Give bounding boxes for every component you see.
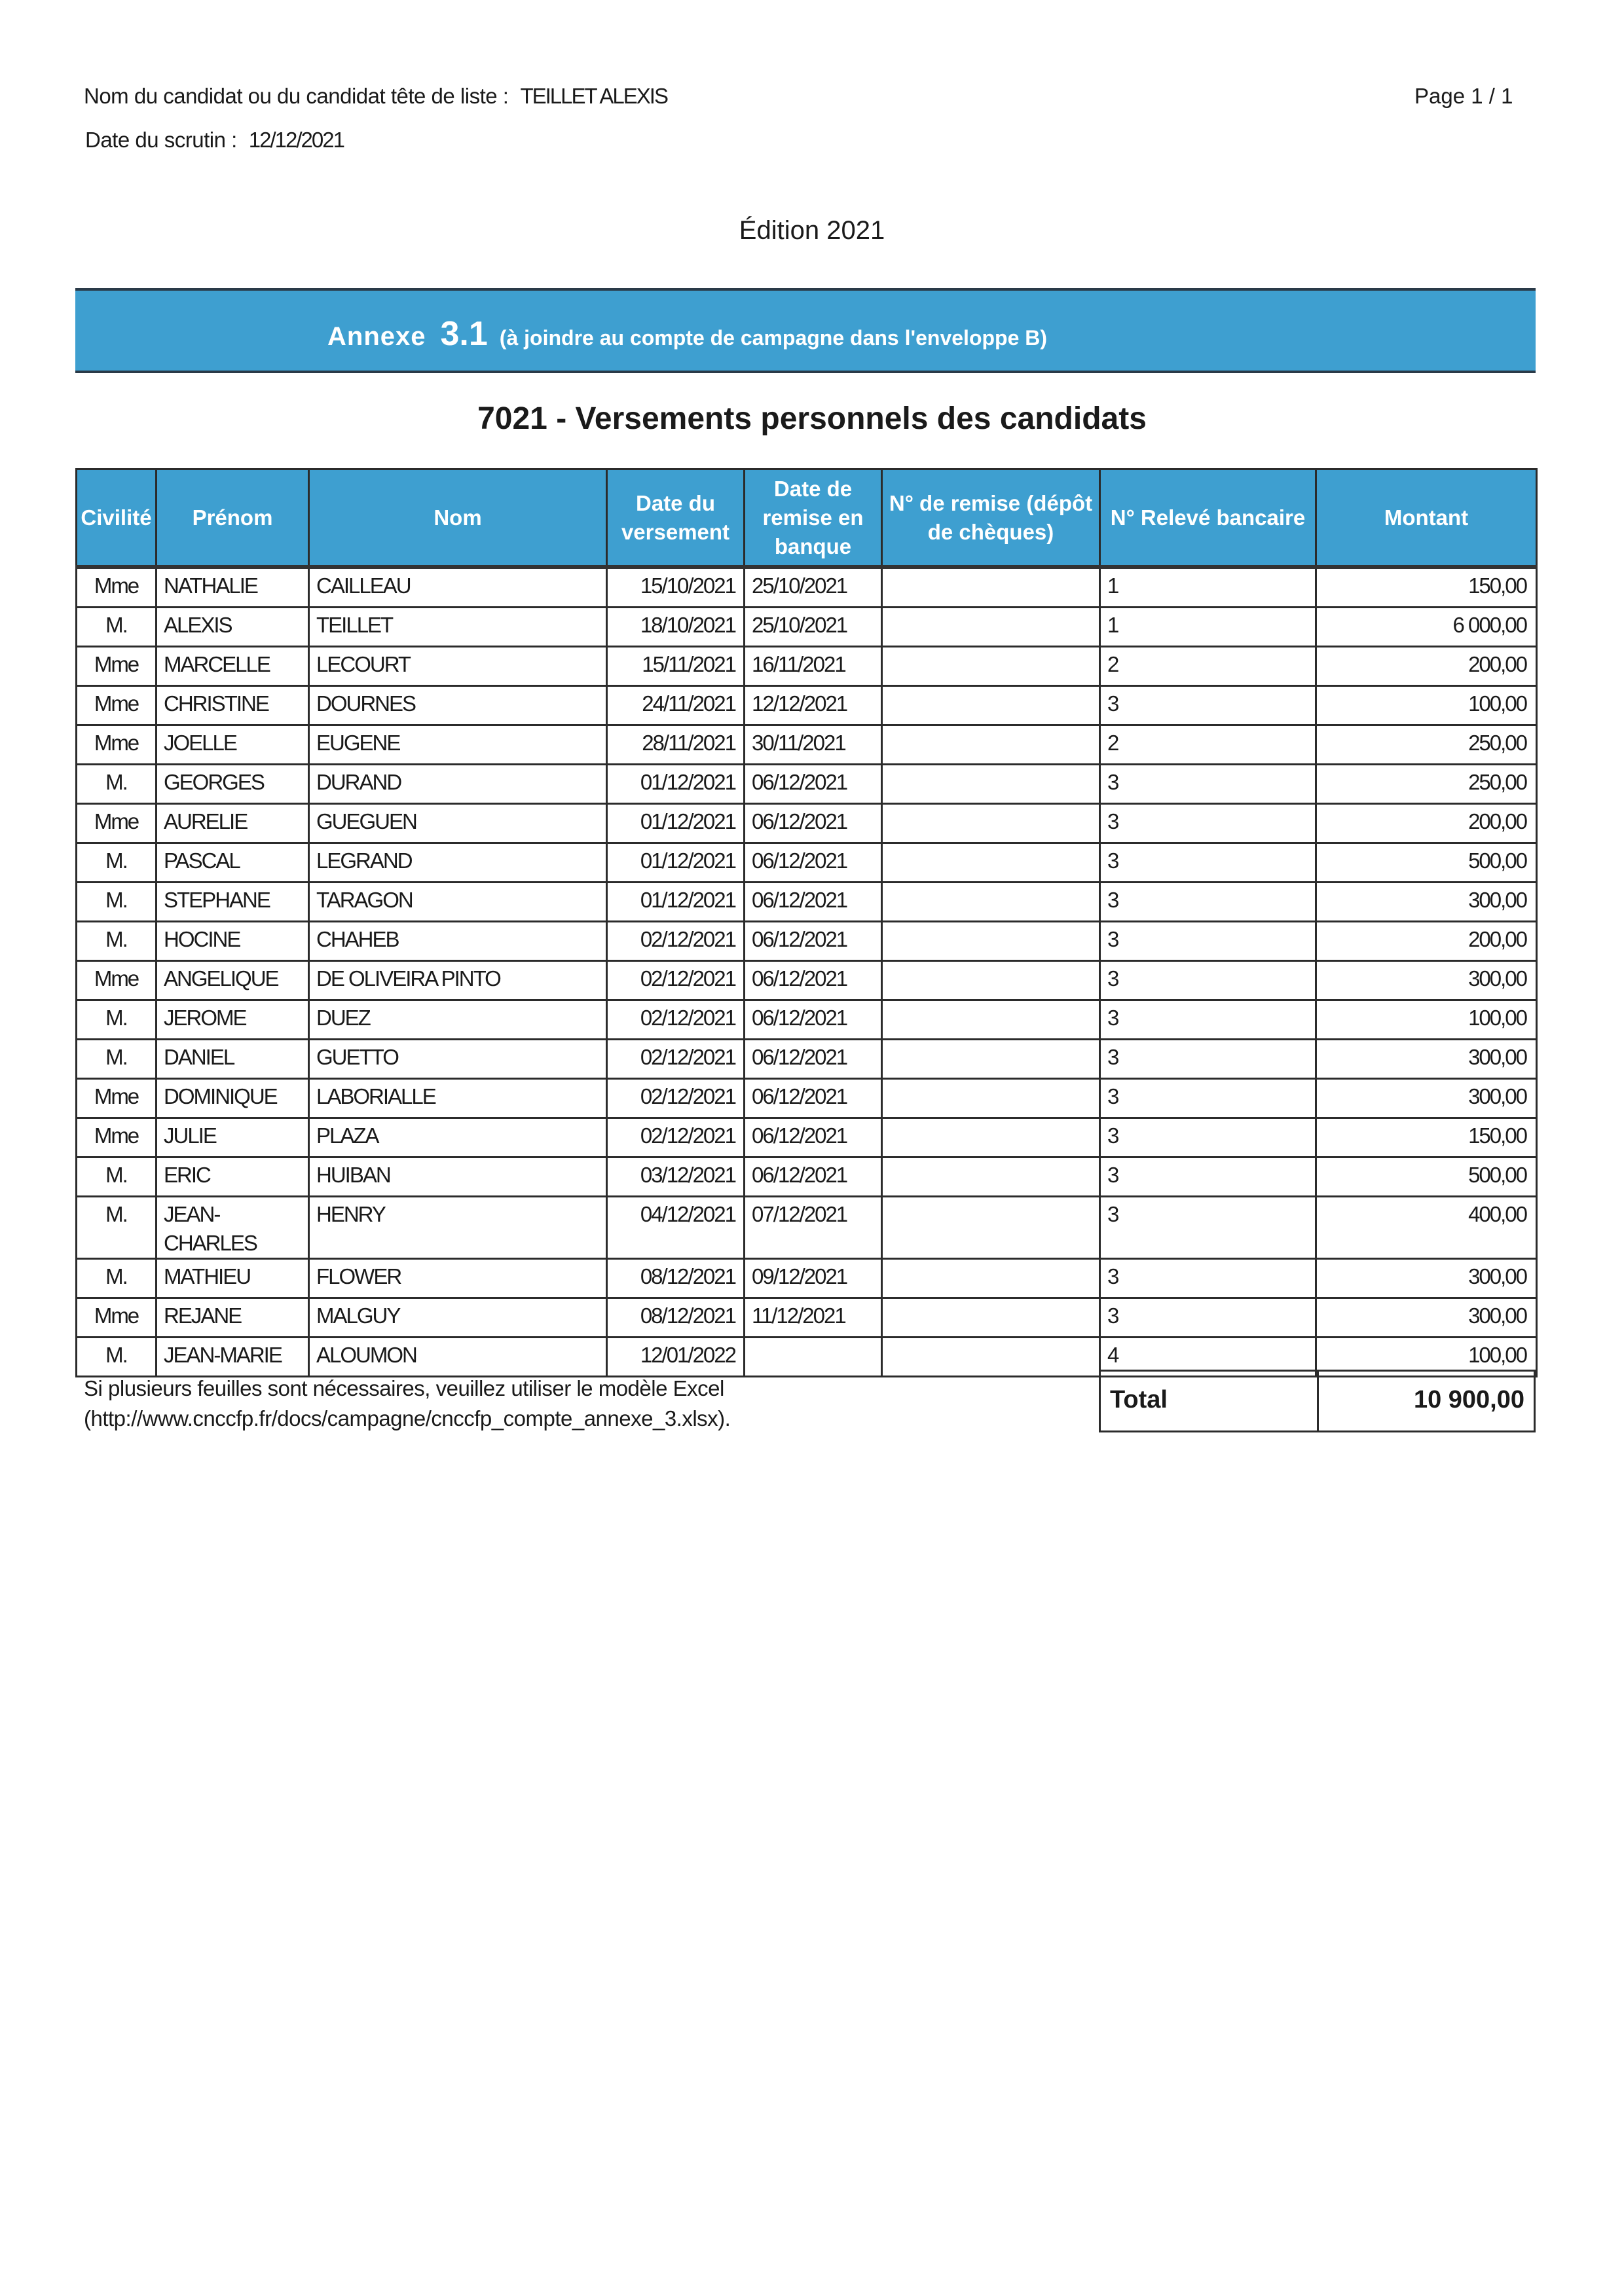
cell-prenom: JEAN-MARIE — [157, 1338, 309, 1377]
cell-date-remise: 16/11/2021 — [745, 647, 882, 686]
cell-prenom — [157, 1197, 309, 1259]
annexe-word: Annexe — [327, 322, 426, 351]
cell-civilite: M. — [77, 1040, 157, 1079]
candidate-label: Nom du candidat ou du candidat tête de liste : — [84, 84, 509, 108]
table-row — [77, 686, 1537, 725]
table-row — [77, 1040, 1537, 1079]
cell-prenom: JOELLE — [157, 725, 309, 765]
cell-date-remise: 06/12/2021 — [745, 804, 882, 843]
cell-civilite: Mme — [77, 567, 157, 608]
cell-civilite: Mme — [77, 1118, 157, 1157]
cell-releve: 3 — [1100, 1079, 1316, 1118]
cell-prenom: ERIC — [157, 1157, 309, 1197]
cell-no-remise — [882, 1079, 1100, 1118]
cell-releve: 3 — [1100, 883, 1316, 922]
table-row — [77, 883, 1537, 922]
cell-no-remise — [882, 725, 1100, 765]
cell-montant: 100,00 — [1316, 686, 1537, 725]
cell-releve: 4 — [1100, 1338, 1316, 1377]
cell-date-versement: 28/11/2021 — [607, 725, 745, 765]
cell-releve: 3 — [1100, 1000, 1316, 1040]
cell-no-remise — [882, 1298, 1100, 1338]
cell-releve: 3 — [1100, 1197, 1316, 1259]
table-row — [77, 843, 1537, 883]
cell-civilite: M. — [77, 843, 157, 883]
cell-date-remise: 11/12/2021 — [745, 1298, 882, 1338]
cell-nom: CHAHEB — [309, 922, 607, 961]
cell-date-remise: 25/10/2021 — [745, 608, 882, 647]
footnote-link[interactable]: (http://www.cnccfp.fr/docs/campagne/cnccfp_compte_annexe_3.xlsx). — [84, 1406, 731, 1430]
table-row — [77, 1118, 1537, 1157]
cell-prenom: DOMINIQUE — [157, 1079, 309, 1118]
table-row — [77, 1197, 1537, 1259]
scrutin-date: 12/12/2021 — [248, 128, 344, 152]
col-header-prenom: Prénom — [157, 469, 309, 568]
annexe-banner — [75, 288, 1536, 373]
cell-nom: DURAND — [309, 765, 607, 804]
cell-date-versement: 02/12/2021 — [607, 1040, 745, 1079]
col-header-nom: Nom — [309, 469, 607, 568]
cell-date-remise: 09/12/2021 — [745, 1259, 882, 1298]
table-row — [77, 1298, 1537, 1338]
cell-montant: 100,00 — [1316, 1000, 1537, 1040]
cell-prenom: MATHIEU — [157, 1259, 309, 1298]
cell-montant: 500,00 — [1316, 1157, 1537, 1197]
cell-date-remise — [745, 1338, 882, 1377]
cell-no-remise — [882, 843, 1100, 883]
cell-nom: LEGRAND — [309, 843, 607, 883]
cell-prenom: STEPHANE — [157, 883, 309, 922]
cell-no-remise — [882, 686, 1100, 725]
cell-no-remise — [882, 765, 1100, 804]
cell-civilite: M. — [77, 765, 157, 804]
cell-date-versement: 01/12/2021 — [607, 883, 745, 922]
cell-civilite: M. — [77, 883, 157, 922]
table-row — [77, 1259, 1537, 1298]
cell-montant: 250,00 — [1316, 765, 1537, 804]
footnote — [84, 1374, 730, 1434]
cell-civilite: Mme — [77, 961, 157, 1000]
prenom-part: JEAN- — [164, 1202, 220, 1226]
cell-civilite: M. — [77, 608, 157, 647]
cell-nom: ALOUMON — [309, 1338, 607, 1377]
cell-montant: 400,00 — [1316, 1197, 1537, 1259]
cell-prenom: PASCAL — [157, 843, 309, 883]
table-row — [77, 961, 1537, 1000]
cell-date-versement: 02/12/2021 — [607, 961, 745, 1000]
cell-releve: 3 — [1100, 765, 1316, 804]
cell-nom: FLOWER — [309, 1259, 607, 1298]
cell-releve: 3 — [1100, 1157, 1316, 1197]
cell-no-remise — [882, 1197, 1100, 1259]
cell-date-versement: 15/11/2021 — [607, 647, 745, 686]
cell-date-versement: 18/10/2021 — [607, 608, 745, 647]
cell-no-remise — [882, 1338, 1100, 1377]
cell-prenom: CHRISTINE — [157, 686, 309, 725]
total-divider — [1317, 1372, 1319, 1430]
cell-date-remise: 06/12/2021 — [745, 1040, 882, 1079]
cell-date-remise: 06/12/2021 — [745, 1000, 882, 1040]
cell-no-remise — [882, 883, 1100, 922]
scrutin-label: Date du scrutin : — [85, 128, 237, 152]
cell-date-remise: 06/12/2021 — [745, 765, 882, 804]
table-row — [77, 647, 1537, 686]
cell-no-remise — [882, 1118, 1100, 1157]
cell-date-remise: 12/12/2021 — [745, 686, 882, 725]
table-row — [77, 922, 1537, 961]
versements-table — [75, 468, 1538, 1377]
cell-date-remise: 07/12/2021 — [745, 1197, 882, 1259]
cell-montant: 200,00 — [1316, 922, 1537, 961]
cell-montant: 200,00 — [1316, 804, 1537, 843]
cell-no-remise — [882, 922, 1100, 961]
cell-releve: 3 — [1100, 961, 1316, 1000]
cell-date-versement: 02/12/2021 — [607, 1118, 745, 1157]
cell-montant: 500,00 — [1316, 843, 1537, 883]
cell-montant: 300,00 — [1316, 961, 1537, 1000]
cell-releve: 3 — [1100, 1298, 1316, 1338]
cell-releve: 3 — [1100, 1259, 1316, 1298]
cell-date-remise: 06/12/2021 — [745, 1157, 882, 1197]
cell-civilite: M. — [77, 1000, 157, 1040]
total-label: Total — [1110, 1386, 1168, 1413]
table-row — [77, 1000, 1537, 1040]
col-header-montant: Montant — [1316, 469, 1537, 568]
cell-nom: DUEZ — [309, 1000, 607, 1040]
table-row — [77, 1157, 1537, 1197]
cell-date-remise: 06/12/2021 — [745, 961, 882, 1000]
cell-civilite: Mme — [77, 686, 157, 725]
table-row — [77, 725, 1537, 765]
cell-prenom: AURELIE — [157, 804, 309, 843]
cell-nom: TEILLET — [309, 608, 607, 647]
scrutin-line — [85, 128, 344, 153]
cell-no-remise — [882, 961, 1100, 1000]
cell-date-versement: 15/10/2021 — [607, 567, 745, 608]
cell-date-versement: 01/12/2021 — [607, 804, 745, 843]
cell-montant: 250,00 — [1316, 725, 1537, 765]
edition-label: Édition 2021 — [739, 216, 885, 245]
table-body — [77, 567, 1537, 1377]
cell-nom: DOURNES — [309, 686, 607, 725]
col-header-date-remise: Date de remise en banque — [745, 469, 882, 568]
cell-nom: TARAGON — [309, 883, 607, 922]
cell-nom: PLAZA — [309, 1118, 607, 1157]
cell-releve: 3 — [1100, 804, 1316, 843]
cell-no-remise — [882, 1040, 1100, 1079]
cell-releve: 3 — [1100, 843, 1316, 883]
cell-civilite: Mme — [77, 725, 157, 765]
table-row — [77, 608, 1537, 647]
section-title: 7021 - Versements personnels des candidats — [477, 401, 1147, 436]
cell-date-versement: 12/01/2022 — [607, 1338, 745, 1377]
cell-date-versement: 08/12/2021 — [607, 1298, 745, 1338]
cell-civilite: M. — [77, 1338, 157, 1377]
cell-releve: 3 — [1100, 686, 1316, 725]
footnote-line-1: Si plusieurs feuilles sont nécessaires, veuillez utiliser le modèle Excel — [84, 1376, 724, 1400]
total-box — [1099, 1370, 1536, 1432]
cell-montant: 6 000,00 — [1316, 608, 1537, 647]
cell-prenom: HOCINE — [157, 922, 309, 961]
cell-nom: CAILLEAU — [309, 567, 607, 608]
cell-date-versement: 01/12/2021 — [607, 765, 745, 804]
table-row — [77, 1079, 1537, 1118]
cell-releve: 2 — [1100, 725, 1316, 765]
cell-montant: 100,00 — [1316, 1338, 1537, 1377]
cell-date-remise: 25/10/2021 — [745, 567, 882, 608]
cell-prenom: MARCELLE — [157, 647, 309, 686]
cell-date-versement: 02/12/2021 — [607, 1000, 745, 1040]
cell-montant: 300,00 — [1316, 1298, 1537, 1338]
cell-date-versement: 24/11/2021 — [607, 686, 745, 725]
col-header-date-versement: Date du versement — [607, 469, 745, 568]
cell-prenom: GEORGES — [157, 765, 309, 804]
cell-releve: 1 — [1100, 608, 1316, 647]
cell-no-remise — [882, 1000, 1100, 1040]
cell-no-remise — [882, 647, 1100, 686]
cell-prenom: JEROME — [157, 1000, 309, 1040]
prenom-part: CHARLES — [164, 1231, 257, 1255]
cell-releve: 3 — [1100, 1040, 1316, 1079]
cell-civilite: M. — [77, 1259, 157, 1298]
col-header-no-remise: N° de remise (dépôt de chèques) — [882, 469, 1100, 568]
cell-no-remise — [882, 1259, 1100, 1298]
cell-prenom: JULIE — [157, 1118, 309, 1157]
cell-releve: 3 — [1100, 922, 1316, 961]
cell-civilite: Mme — [77, 1079, 157, 1118]
col-header-releve: N° Relevé bancaire — [1100, 469, 1316, 568]
cell-civilite: Mme — [77, 1298, 157, 1338]
cell-montant: 300,00 — [1316, 1079, 1537, 1118]
table-row — [77, 567, 1537, 608]
cell-date-remise: 06/12/2021 — [745, 883, 882, 922]
cell-no-remise — [882, 1157, 1100, 1197]
col-header-civilite: Civilité — [77, 469, 157, 568]
cell-nom: HUIBAN — [309, 1157, 607, 1197]
cell-montant: 300,00 — [1316, 1259, 1537, 1298]
cell-prenom: NATHALIE — [157, 567, 309, 608]
annexe-number: 3.1 — [440, 315, 488, 353]
cell-civilite: M. — [77, 922, 157, 961]
total-value: 10 900,00 — [1413, 1386, 1524, 1413]
cell-prenom: REJANE — [157, 1298, 309, 1338]
cell-releve: 1 — [1100, 567, 1316, 608]
cell-no-remise — [882, 567, 1100, 608]
cell-date-remise: 06/12/2021 — [745, 922, 882, 961]
cell-date-remise: 06/12/2021 — [745, 843, 882, 883]
cell-nom: EUGENE — [309, 725, 607, 765]
cell-date-versement: 02/12/2021 — [607, 1079, 745, 1118]
cell-date-versement: 01/12/2021 — [607, 843, 745, 883]
table-row — [77, 765, 1537, 804]
cell-civilite: M. — [77, 1197, 157, 1259]
cell-prenom: ALEXIS — [157, 608, 309, 647]
cell-date-remise: 06/12/2021 — [745, 1118, 882, 1157]
cell-nom: MALGUY — [309, 1298, 607, 1338]
cell-date-versement: 08/12/2021 — [607, 1259, 745, 1298]
cell-date-remise: 06/12/2021 — [745, 1079, 882, 1118]
cell-releve: 2 — [1100, 647, 1316, 686]
cell-civilite: Mme — [77, 804, 157, 843]
table-header-row — [77, 469, 1537, 568]
candidate-name: TEILLET ALEXIS — [520, 84, 667, 108]
cell-montant: 300,00 — [1316, 1040, 1537, 1079]
cell-nom: GUETTO — [309, 1040, 607, 1079]
cell-montant: 150,00 — [1316, 1118, 1537, 1157]
cell-date-versement: 04/12/2021 — [607, 1197, 745, 1259]
page-number: Page 1 / 1 — [1414, 84, 1513, 108]
cell-releve: 3 — [1100, 1118, 1316, 1157]
table-row — [77, 804, 1537, 843]
cell-no-remise — [882, 608, 1100, 647]
cell-prenom: ANGELIQUE — [157, 961, 309, 1000]
cell-nom: LABORIALLE — [309, 1079, 607, 1118]
candidate-line — [84, 84, 667, 109]
cell-nom: HENRY — [309, 1197, 607, 1259]
cell-civilite: Mme — [77, 647, 157, 686]
cell-montant: 200,00 — [1316, 647, 1537, 686]
cell-montant: 300,00 — [1316, 883, 1537, 922]
annexe-note: (à joindre au compte de campagne dans l'enveloppe B) — [499, 326, 1048, 350]
cell-date-remise: 30/11/2021 — [745, 725, 882, 765]
cell-prenom: DANIEL — [157, 1040, 309, 1079]
cell-date-versement: 03/12/2021 — [607, 1157, 745, 1197]
cell-nom: LECOURT — [309, 647, 607, 686]
cell-nom: DE OLIVEIRA PINTO — [309, 961, 607, 1000]
cell-civilite: M. — [77, 1157, 157, 1197]
cell-montant: 150,00 — [1316, 567, 1537, 608]
cell-no-remise — [882, 804, 1100, 843]
cell-nom: GUEGUEN — [309, 804, 607, 843]
cell-date-versement: 02/12/2021 — [607, 922, 745, 961]
